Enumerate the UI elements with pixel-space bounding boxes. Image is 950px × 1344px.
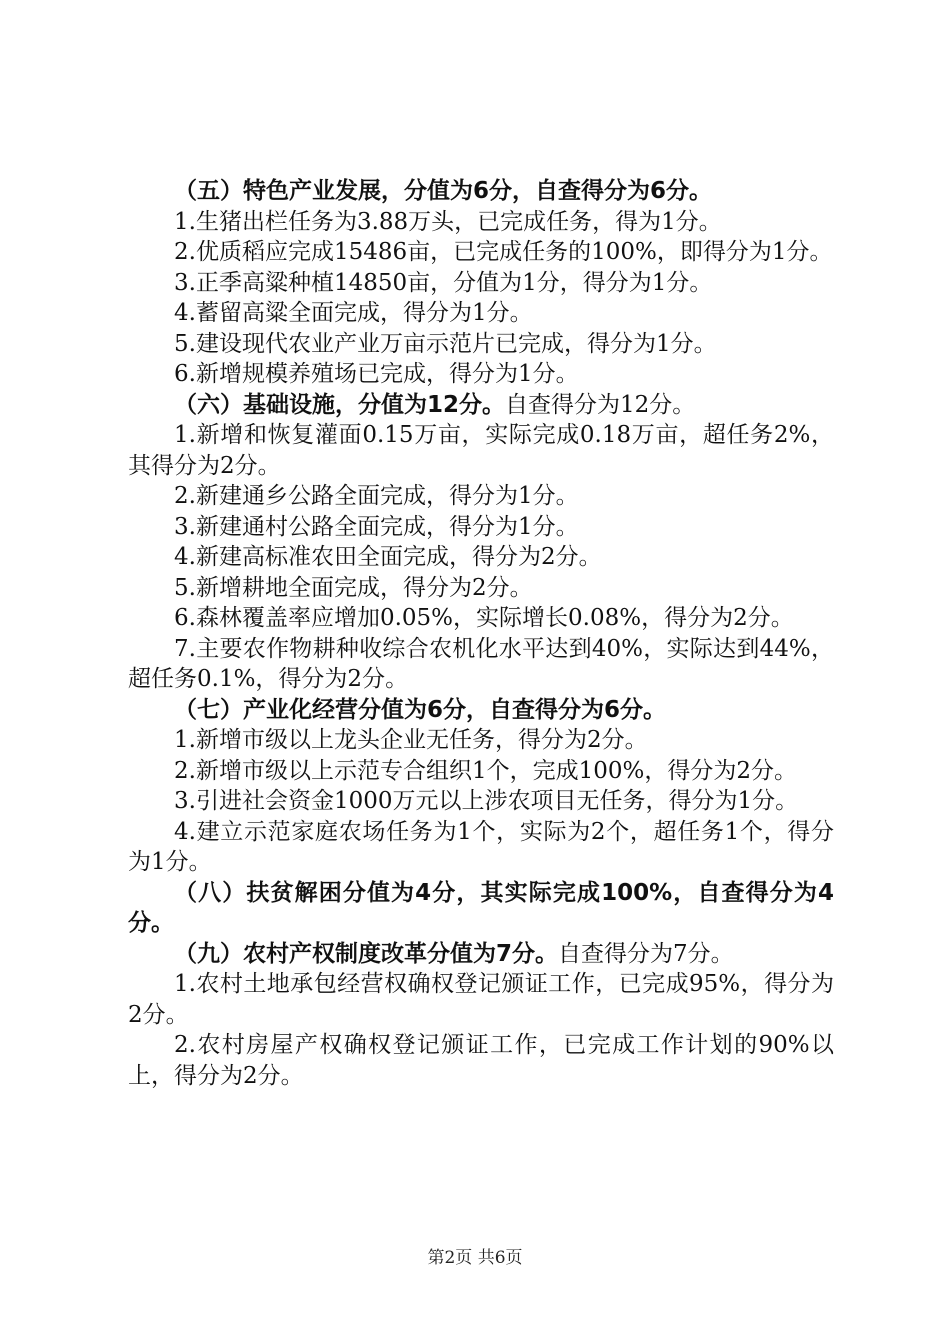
section-heading-rest: 自查得分为7分。 (558, 940, 734, 967)
page-number-footer: 第2页 共6页 (427, 1248, 523, 1268)
section-heading-bold: （九）农村产权制度改革分值为7分。 (174, 940, 559, 967)
list-item: 1.新增市级以上龙头企业无任务，得分为2分。 (174, 727, 648, 753)
list-item: 3.引进社会资金1000万元以上涉农项目无任务，得分为1分。 (174, 788, 799, 814)
list-item: 3.正季高粱种植14850亩，分值为1分，得分为1分。 (174, 269, 713, 296)
list-item: 6.新增规模养殖场已完成，得分为1分。 (174, 361, 579, 387)
list-item: 4.蓄留高粱全面完成，得分为1分。 (174, 300, 533, 326)
list-item: 1.新增和恢复灌面0.15万亩，实际完成0.18万亩，超任务2%，其得分为2分。 (128, 422, 834, 479)
list-item: 2.优质稻应完成15486亩，已完成任务的100%，即得分为1分。 (174, 239, 833, 265)
list-item: 2.新建通乡公路全面完成，得分为1分。 (174, 483, 579, 509)
list-item: 3.新建通村公路全面完成，得分为1分。 (174, 513, 579, 540)
document-body (128, 176, 834, 1091)
section-heading: （八）扶贫解困分值为4分，其实际完成100%，自查得分为4分。 (128, 879, 834, 936)
section-heading-bold: （六）基础设施，分值为12分。 (174, 391, 506, 418)
list-item: 1.生猪出栏任务为3.88万头，已完成任务，得为1分。 (174, 208, 722, 235)
list-item: 6.森林覆盖率应增加0.05%，实际增长0.08%，得分为2分。 (174, 605, 794, 631)
list-item: 5.建设现代农业产业万亩示范片已完成，得分为1分。 (174, 330, 717, 357)
section-heading-rest: 自查得分为12分。 (505, 391, 696, 418)
section-heading: （五）特色产业发展，分值为6分，自查得分为6分。 (174, 178, 713, 204)
list-item: 7.主要农作物耕种收综合农机化水平达到40%，实际达到44%，超任务0.1%，得分为2分。 (128, 635, 834, 692)
list-item: 4.新建高标准农田全面完成，得分为2分。 (174, 544, 602, 570)
section-heading (128, 390, 834, 421)
list-item: 4.建立示范家庭农场任务为1个，实际为2个，超任务1个，得分为1分。 (128, 818, 834, 875)
list-item: 5.新增耕地全面完成，得分为2分。 (174, 574, 533, 601)
list-item: 1.农村土地承包经营权确权登记颁证工作，已完成95%，得分为2分。 (128, 971, 834, 1028)
list-item: 2.农村房屋产权确权登记颁证工作，已完成工作计划的90%以上，得分为2分。 (128, 1032, 834, 1089)
section-heading: （七）产业化经营分值为6分，自查得分为6分。 (174, 696, 667, 723)
section-heading (128, 939, 834, 970)
list-item: 2.新增市级以上示范专合组织1个，完成100%，得分为2分。 (174, 757, 797, 784)
